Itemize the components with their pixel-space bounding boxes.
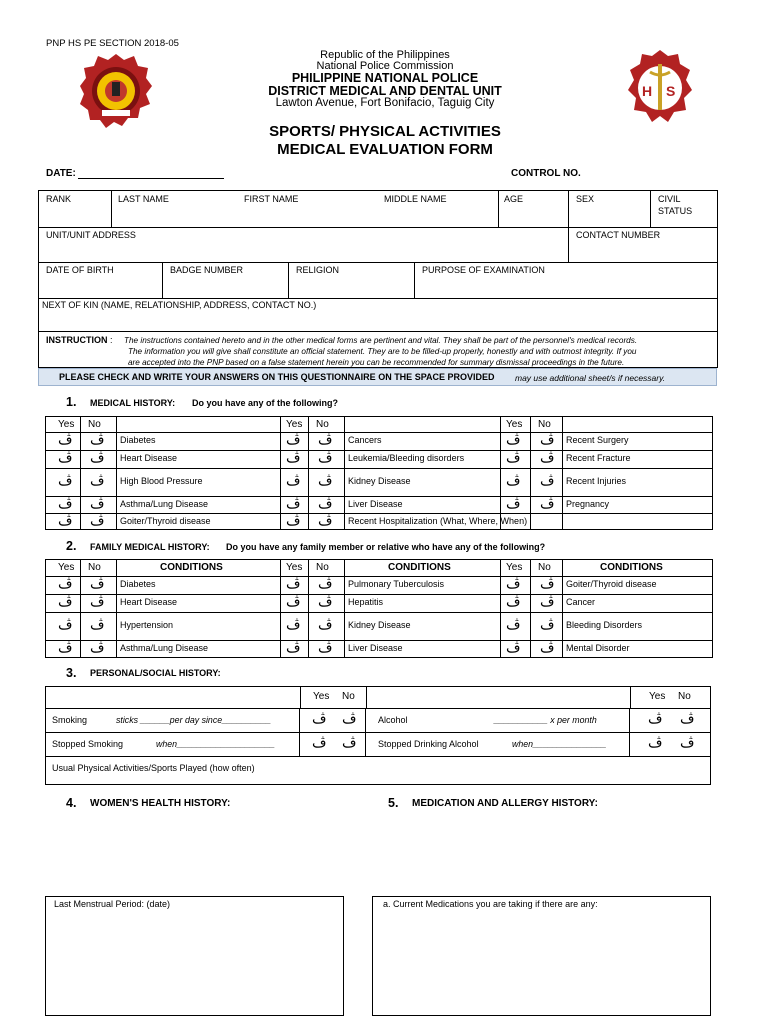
family-2-3-no-checkbox[interactable]: ڤ <box>318 617 333 633</box>
medical-1-1-no-checkbox[interactable]: ڤ <box>90 432 105 448</box>
banner-text: PLEASE CHECK AND WRITE YOUR ANSWERS ON THIS QUESTIONNAIRE ON THE SPACE PROVIDED <box>59 372 495 382</box>
medical-3-4-yes-checkbox[interactable]: ڤ <box>506 495 521 512</box>
medical-2-4-no-checkbox[interactable]: ڤ <box>318 495 333 512</box>
medical-1-2-yes-checkbox[interactable]: ڤ <box>58 450 73 466</box>
activities-field[interactable]: Usual Physical Activities/Sports Played (how often) <box>52 763 255 773</box>
family-condition-1-4: Asthma/Lung Disease <box>120 643 209 653</box>
stopped-drinking-yes-checkbox[interactable]: ڤ <box>648 735 663 751</box>
medical-condition-2-1: Cancers <box>348 435 382 445</box>
family-yes-header-1: Yes <box>58 562 75 573</box>
family-condition-2-2: Hepatitis <box>348 597 384 607</box>
medical-3-3-no-checkbox[interactable]: ڤ <box>540 473 555 489</box>
medical-yes-header-2: Yes <box>286 419 303 430</box>
section-4-number: 4. <box>66 796 77 810</box>
family-1-3-yes-checkbox[interactable]: ڤ <box>58 617 73 633</box>
medical-2-2-no-checkbox[interactable]: ڤ <box>318 450 333 466</box>
svg-text:S: S <box>666 83 676 99</box>
alcohol-no-checkbox[interactable]: ڤ <box>680 711 695 727</box>
family-condition-2-3: Kidney Disease <box>348 620 411 630</box>
instruction-text-2: The information you will give shall constitute an official statement. They are to be filled-up properly, honestly and with outmost integrity. If you <box>128 347 637 356</box>
medical-1-4-yes-checkbox[interactable]: ڤ <box>58 495 73 512</box>
family-yes-header-3: Yes <box>506 562 523 573</box>
family-yes-header-2: Yes <box>286 562 303 573</box>
section-code: PNP HS PE SECTION 2018-05 <box>46 38 179 49</box>
p-no-2: No <box>678 691 691 702</box>
family-3-4-no-checkbox[interactable]: ڤ <box>540 640 555 656</box>
family-history-question: Do you have any family member or relative who have any of the following? <box>226 542 546 552</box>
family-condition-2-1: Pulmonary Tuberculosis <box>348 579 445 589</box>
family-2-1-no-checkbox[interactable]: ڤ <box>318 576 333 592</box>
date-of-birth-field[interactable]: DATE OF BIRTH <box>46 265 114 275</box>
medical-condition-3-3: Recent Injuries <box>566 476 627 486</box>
hs-seal-icon <box>628 48 692 128</box>
medical-condition-2-2: Leukemia/Bleeding disorders <box>348 453 465 463</box>
family-2-4-yes-checkbox[interactable]: ڤ <box>286 640 301 656</box>
medication-allergy-title: MEDICATION AND ALLERGY HISTORY: <box>412 798 598 809</box>
family-2-3-yes-checkbox[interactable]: ڤ <box>286 617 301 633</box>
family-3-4-yes-checkbox[interactable]: ڤ <box>506 640 521 656</box>
medical-condition-3-2: Recent Fracture <box>566 453 631 463</box>
smoking-label: Smoking <box>52 715 88 725</box>
rank-field[interactable]: RANK <box>46 194 72 204</box>
family-2-2-yes-checkbox[interactable]: ڤ <box>286 594 301 610</box>
medical-history-title: MEDICAL HISTORY: <box>90 398 176 408</box>
control-no-label: CONTROL NO. <box>511 168 581 179</box>
medical-condition-1-1: Diabetes <box>120 435 156 445</box>
medical-condition-3-4: Pregnancy <box>566 498 610 509</box>
instruction-label: INSTRUCTION <box>46 335 108 345</box>
medical-2-3-no-checkbox[interactable]: ڤ <box>318 473 333 489</box>
current-medications-box[interactable] <box>372 896 711 1016</box>
badge-number-field[interactable]: BADGE NUMBER <box>170 265 244 275</box>
last-name-field[interactable]: LAST NAME <box>118 194 169 204</box>
current-medications-label: a. Current Medications you are taking if there are any: <box>383 899 598 909</box>
family-2-4-no-checkbox[interactable]: ڤ <box>318 640 333 656</box>
section-1-number: 1. <box>66 395 77 409</box>
unit-address-field[interactable]: UNIT/UNIT ADDRESS <box>46 230 136 240</box>
family-1-4-no-checkbox[interactable]: ڤ <box>90 640 105 656</box>
alcohol-detail[interactable]: ___________ x per month <box>494 715 597 725</box>
medical-3-1-yes-checkbox[interactable]: ڤ <box>506 432 521 448</box>
family-condition-3-4: Mental Disorder <box>566 643 630 653</box>
medical-condition-2-3: Kidney Disease <box>348 476 411 486</box>
p-yes-1: Yes <box>313 691 330 702</box>
family-1-1-no-checkbox[interactable]: ڤ <box>90 576 105 592</box>
stopped-smoking-label: Stopped Smoking <box>52 739 124 749</box>
medical-condition-3-1: Recent Surgery <box>566 435 629 445</box>
header-address: Lawton Avenue, Fort Bonifacio, Taguig City <box>275 97 495 109</box>
smoking-detail[interactable]: sticks ______per day since__________ <box>116 715 272 725</box>
medical-condition-1-5: Goiter/Thyroid disease <box>120 515 211 526</box>
religion-field[interactable]: RELIGION <box>296 265 340 275</box>
medical-1-5-yes-checkbox[interactable]: ڤ <box>58 512 73 529</box>
medical-2-4-yes-checkbox[interactable]: ڤ <box>286 495 301 512</box>
family-1-3-no-checkbox[interactable]: ڤ <box>90 617 105 633</box>
family-history-title: FAMILY MEDICAL HISTORY: <box>90 542 210 552</box>
medical-1-5-no-checkbox[interactable]: ڤ <box>90 512 105 529</box>
family-no-header-2: No <box>316 562 329 573</box>
medical-3-4-no-checkbox[interactable]: ڤ <box>540 495 555 512</box>
medical-condition-2-5: Recent Hospitalization (What, Where, When) <box>348 515 528 526</box>
family-3-3-no-checkbox[interactable]: ڤ <box>540 617 555 633</box>
medical-2-1-no-checkbox[interactable]: ڤ <box>318 432 333 448</box>
medical-1-2-no-checkbox[interactable]: ڤ <box>90 450 105 466</box>
family-conditions-header-3: CONDITIONS <box>600 562 663 573</box>
medical-1-4-no-checkbox[interactable]: ڤ <box>90 495 105 512</box>
pnp-seal-icon <box>80 52 152 130</box>
date-field[interactable] <box>78 178 224 179</box>
stopped-drinking-detail[interactable]: when_______________ <box>512 739 607 749</box>
first-name-field[interactable]: FIRST NAME <box>244 194 299 204</box>
personal-history-title: PERSONAL/SOCIAL HISTORY: <box>90 668 221 678</box>
smoking-yes-checkbox[interactable]: ڤ <box>312 711 327 727</box>
smoking-no-checkbox[interactable]: ڤ <box>342 711 357 727</box>
section-5-number: 5. <box>388 796 399 810</box>
medical-1-1-yes-checkbox[interactable]: ڤ <box>58 432 73 448</box>
medical-condition-2-4: Liver Disease <box>348 498 403 509</box>
middle-name-field[interactable]: MIDDLE NAME <box>384 194 447 204</box>
stopped-drinking-no-checkbox[interactable]: ڤ <box>680 735 695 751</box>
medical-3-3-yes-checkbox[interactable]: ڤ <box>506 473 521 489</box>
family-no-header-1: No <box>88 562 101 573</box>
family-1-1-yes-checkbox[interactable]: ڤ <box>58 576 73 592</box>
medical-condition-1-3: High Blood Pressure <box>120 476 203 486</box>
womens-health-title: WOMEN'S HEALTH HISTORY: <box>90 798 231 809</box>
stopped-smoking-no-checkbox[interactable]: ڤ <box>342 735 357 751</box>
family-1-2-no-checkbox[interactable]: ڤ <box>90 594 105 610</box>
section-3-number: 3. <box>66 666 77 680</box>
family-3-2-yes-checkbox[interactable]: ڤ <box>506 594 521 610</box>
family-1-2-yes-checkbox[interactable]: ڤ <box>58 594 73 610</box>
medical-history-question: Do you have any of the following? <box>192 398 339 408</box>
svg-text:H: H <box>642 83 653 99</box>
next-of-kin-field[interactable]: NEXT OF KIN (NAME, RELATIONSHIP, ADDRESS, CONTACT NO.) <box>42 300 317 310</box>
family-condition-1-1: Diabetes <box>120 579 156 589</box>
medical-condition-1-2: Heart Disease <box>120 453 178 463</box>
medical-1-3-no-checkbox[interactable]: ڤ <box>90 473 105 489</box>
form-title-1: SPORTS/ PHYSICAL ACTIVITIES <box>269 123 501 140</box>
p-no-1: No <box>342 691 355 702</box>
medical-condition-1-4: Asthma/Lung Disease <box>120 498 209 509</box>
instruction-colon: : <box>110 335 113 345</box>
age-field[interactable]: AGE <box>504 194 524 204</box>
alcohol-yes-checkbox[interactable]: ڤ <box>648 711 663 727</box>
family-1-4-yes-checkbox[interactable]: ڤ <box>58 640 73 656</box>
family-condition-2-4: Liver Disease <box>348 643 403 653</box>
medical-no-header-3: No <box>538 419 551 430</box>
family-no-header-3: No <box>538 562 551 573</box>
medical-3-2-no-checkbox[interactable]: ڤ <box>540 450 555 466</box>
stopped-drinking-label: Stopped Drinking Alcohol <box>378 739 479 749</box>
family-3-1-no-checkbox[interactable]: ڤ <box>540 576 555 592</box>
date-label: DATE: <box>46 168 76 179</box>
alcohol-label: Alcohol <box>378 715 408 725</box>
instruction-text-1: The instructions contained hereto and in the other medical forms are pertinent and vital. They shall be part of the personnel's medical records. <box>124 336 638 345</box>
contact-number-field[interactable]: CONTACT NUMBER <box>576 230 661 240</box>
family-3-2-no-checkbox[interactable]: ڤ <box>540 594 555 610</box>
lmp-label: Last Menstrual Period: (date) <box>54 899 171 909</box>
purpose-field[interactable]: PURPOSE OF EXAMINATION <box>422 265 545 275</box>
medical-3-1-no-checkbox[interactable]: ڤ <box>540 432 555 448</box>
family-2-2-no-checkbox[interactable]: ڤ <box>318 594 333 610</box>
family-condition-3-2: Cancer <box>566 597 596 607</box>
banner-note: may use additional sheet/s if necessary. <box>515 373 666 383</box>
medical-2-2-yes-checkbox[interactable]: ڤ <box>286 450 301 466</box>
family-condition-3-3: Bleeding Disorders <box>566 620 643 630</box>
stopped-smoking-yes-checkbox[interactable]: ڤ <box>312 735 327 751</box>
family-conditions-header-2: CONDITIONS <box>388 562 451 573</box>
medical-1-3-yes-checkbox[interactable]: ڤ <box>58 473 73 489</box>
header-napolcom: National Police Commission <box>316 60 454 72</box>
p-yes-2: Yes <box>649 691 666 702</box>
medical-yes-header-3: Yes <box>506 419 523 430</box>
header-unit: DISTRICT MEDICAL AND DENTAL UNIT <box>268 84 502 98</box>
header-republic: Republic of the Philippines <box>320 49 450 61</box>
medical-no-header-2: No <box>316 419 329 430</box>
lmp-box[interactable] <box>45 896 344 1016</box>
family-3-3-yes-checkbox[interactable]: ڤ <box>506 617 521 633</box>
medical-yes-header-1: Yes <box>58 419 75 430</box>
stopped-smoking-detail[interactable]: when____________________ <box>156 739 275 749</box>
family-condition-1-3: Hypertension <box>120 620 174 630</box>
medical-2-3-yes-checkbox[interactable]: ڤ <box>286 473 301 489</box>
medical-2-1-yes-checkbox[interactable]: ڤ <box>286 432 301 448</box>
family-condition-3-1: Goiter/Thyroid disease <box>566 579 657 589</box>
form-title-2: MEDICAL EVALUATION FORM <box>277 141 493 158</box>
family-conditions-header-1: CONDITIONS <box>160 562 223 573</box>
section-2-number: 2. <box>66 539 77 553</box>
medical-no-header-1: No <box>88 419 101 430</box>
medical-2-5-no-checkbox[interactable]: ڤ <box>318 512 333 529</box>
header-pnp: PHILIPPINE NATIONAL POLICE <box>291 71 479 85</box>
instruction-banner <box>38 368 717 386</box>
family-2-1-yes-checkbox[interactable]: ڤ <box>286 576 301 592</box>
medical-2-5-yes-checkbox[interactable]: ڤ <box>286 512 301 529</box>
family-3-1-yes-checkbox[interactable]: ڤ <box>506 576 521 592</box>
civil-status-field[interactable]: CIVIL STATUS <box>658 194 693 216</box>
family-condition-1-2: Heart Disease <box>120 597 178 607</box>
medical-3-2-yes-checkbox[interactable]: ڤ <box>506 450 521 466</box>
sex-field[interactable]: SEX <box>576 194 595 204</box>
instruction-text-3: are accepted into the PNP based on a false statement herein you can be recommended for summary dismissal proceedings in the future. <box>128 358 625 367</box>
